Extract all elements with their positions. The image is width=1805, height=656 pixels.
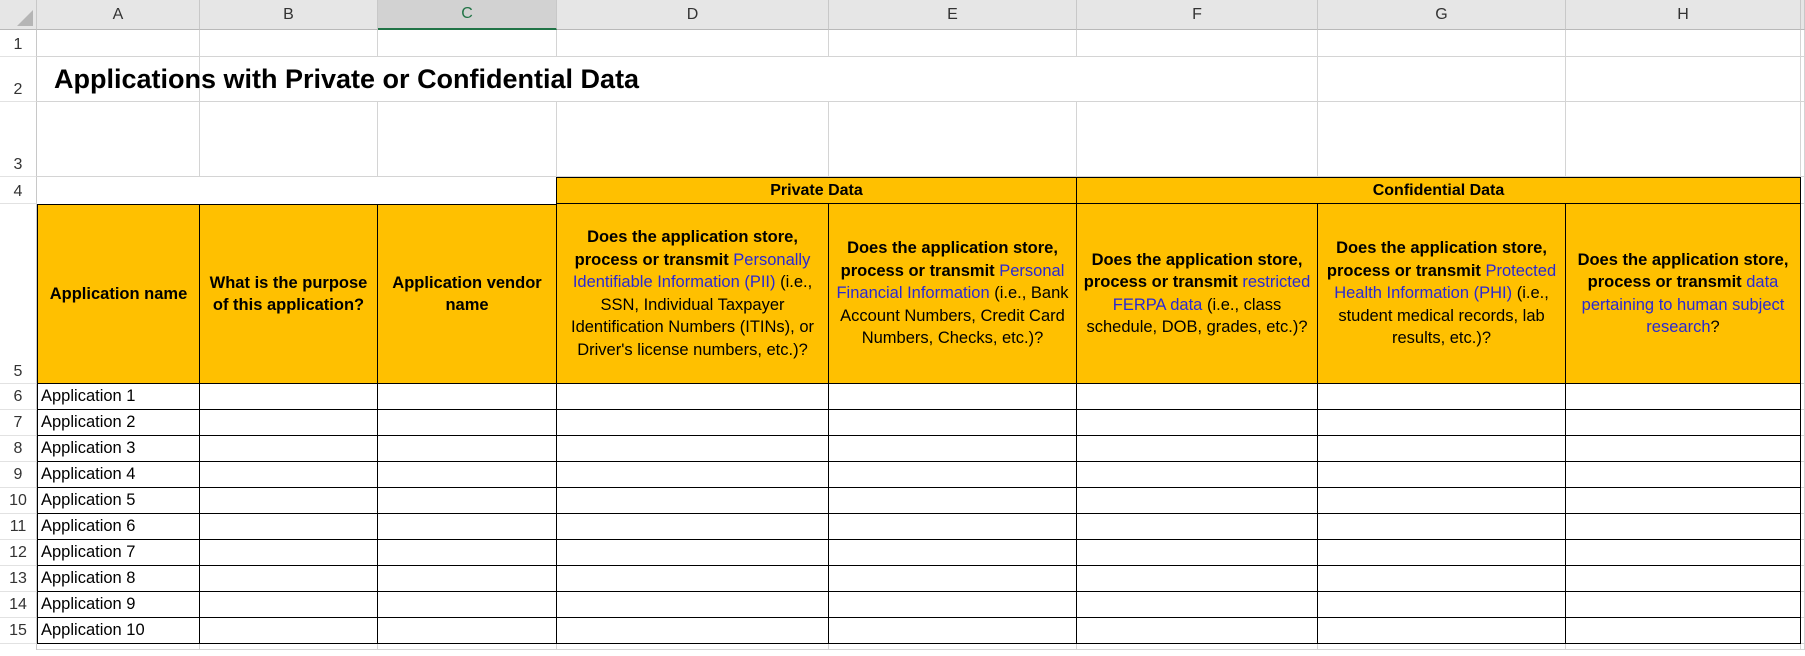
- cell-i8[interactable]: [1801, 436, 1805, 462]
- table-row-cell-app-name[interactable]: Application 6: [37, 514, 200, 540]
- column-header-h[interactable]: H: [1566, 0, 1801, 30]
- table-row-cell[interactable]: [829, 592, 1077, 618]
- table-row-cell[interactable]: [829, 566, 1077, 592]
- table-row-cell-app-name[interactable]: Application 4: [37, 462, 200, 488]
- row-header-3[interactable]: 3: [0, 102, 37, 177]
- table-row-cell[interactable]: [1566, 566, 1801, 592]
- cell-i12[interactable]: [1801, 540, 1805, 566]
- table-row-cell[interactable]: [829, 618, 1077, 644]
- table-row-cell[interactable]: [378, 436, 557, 462]
- header-pii-text: [561, 226, 824, 361]
- cell-a1[interactable]: [37, 30, 200, 57]
- header-ferpa-suffix: (i.e., class schedule, DOB, grades, etc.)?: [1086, 295, 1308, 336]
- header-ferpa-link[interactable]: restricted FERPA data: [1112, 273, 1311, 314]
- header-vendor-name[interactable]: [378, 204, 557, 384]
- table-row-cell[interactable]: [200, 514, 378, 540]
- cell-i15[interactable]: [1801, 618, 1805, 644]
- cell-partial[interactable]: [829, 644, 1077, 650]
- cell-a3[interactable]: [37, 102, 200, 177]
- cell-partial[interactable]: [37, 644, 200, 650]
- row-header-7[interactable]: 7: [0, 410, 37, 436]
- header-application-name-text: Application name: [49, 284, 188, 303]
- table-row-cell[interactable]: [1077, 436, 1318, 462]
- table-row-cell[interactable]: [1077, 488, 1318, 514]
- table-row-cell[interactable]: [1077, 618, 1318, 644]
- column-header-d[interactable]: D: [557, 0, 829, 30]
- header-pii-suffix: (i.e., SSN, Individual Taxpayer Identification Numbers (ITINs), or Driver's license numbers, etc.)?: [571, 273, 814, 359]
- cell-partial[interactable]: [1801, 644, 1805, 650]
- header-vendor-name-text: Application vendor name: [392, 273, 542, 314]
- table-row-cell[interactable]: [1077, 540, 1318, 566]
- column-header-b[interactable]: B: [200, 0, 378, 30]
- header-financial-link[interactable]: Personal Financial Information: [836, 261, 1065, 303]
- header-human-subject-text: [1570, 249, 1796, 339]
- table-row-cell[interactable]: [557, 462, 829, 488]
- table-row-cell[interactable]: [1566, 410, 1801, 436]
- cell-i3[interactable]: [1801, 102, 1805, 177]
- cell-i5[interactable]: [1801, 204, 1805, 384]
- table-row-cell[interactable]: [1077, 410, 1318, 436]
- table-row-cell[interactable]: [200, 488, 378, 514]
- select-all-triangle-icon: [17, 10, 33, 26]
- table-row-cell[interactable]: [829, 410, 1077, 436]
- cell-a4[interactable]: [37, 177, 200, 204]
- row-header-13[interactable]: 13: [0, 566, 37, 592]
- cell-f3[interactable]: [1077, 102, 1318, 177]
- table-row-cell[interactable]: [1566, 514, 1801, 540]
- column-header-f[interactable]: F: [1077, 0, 1318, 30]
- header-human-subject-prefix: Does the application store, process or transmit: [1577, 250, 1789, 291]
- cell-i6[interactable]: [1801, 384, 1805, 410]
- column-header-partial[interactable]: [1801, 0, 1805, 30]
- table-row-cell-app-name[interactable]: Application 1: [37, 384, 200, 410]
- table-row-cell[interactable]: [200, 566, 378, 592]
- cell-h2[interactable]: [1566, 57, 1801, 102]
- group-header-private-data[interactable]: Private Data: [557, 177, 1077, 204]
- table-row-cell[interactable]: [829, 488, 1077, 514]
- header-ferpa-question[interactable]: [1077, 204, 1318, 384]
- select-all-corner[interactable]: [0, 0, 37, 30]
- cell-i10[interactable]: [1801, 488, 1805, 514]
- header-phi-link[interactable]: Protected Health Information (PHI): [1334, 261, 1557, 303]
- header-financial-suffix: (i.e., Bank Account Numbers, Credit Card Numbers, Checks, etc.)?: [840, 284, 1069, 348]
- header-ferpa-text: [1081, 249, 1313, 339]
- row-header-5[interactable]: 5: [0, 204, 37, 384]
- table-row-cell[interactable]: [200, 410, 378, 436]
- cell-i7[interactable]: [1801, 410, 1805, 436]
- cell-h1[interactable]: [1566, 30, 1801, 57]
- row-header-10[interactable]: 10: [0, 488, 37, 514]
- header-pii-prefix: Does the application store, process or transmit: [574, 228, 798, 269]
- cell-e1[interactable]: [829, 30, 1077, 57]
- cell-i14[interactable]: [1801, 592, 1805, 618]
- table-row-cell[interactable]: [378, 488, 557, 514]
- table-row-cell[interactable]: [200, 592, 378, 618]
- table-row-cell[interactable]: [1566, 540, 1801, 566]
- table-row-cell[interactable]: [1318, 488, 1566, 514]
- table-row-cell[interactable]: [378, 384, 557, 410]
- cell-i13[interactable]: [1801, 566, 1805, 592]
- header-human-subject-question[interactable]: [1566, 204, 1801, 384]
- table-row-cell[interactable]: [1318, 540, 1566, 566]
- column-header-g[interactable]: G: [1318, 0, 1566, 30]
- table-row-cell[interactable]: [557, 618, 829, 644]
- cell-partial[interactable]: [1318, 644, 1566, 650]
- table-row-cell[interactable]: [1566, 462, 1801, 488]
- cell-b3[interactable]: [200, 102, 378, 177]
- table-row-cell[interactable]: [1318, 436, 1566, 462]
- cell-i9[interactable]: [1801, 462, 1805, 488]
- table-row-cell[interactable]: [1318, 618, 1566, 644]
- cell-c4[interactable]: [378, 177, 557, 204]
- cell-c3[interactable]: [378, 102, 557, 177]
- cell-c1[interactable]: [378, 30, 557, 57]
- table-row-cell[interactable]: [1318, 592, 1566, 618]
- table-row-cell[interactable]: [829, 462, 1077, 488]
- group-header-confidential-data[interactable]: Confidential Data: [1077, 177, 1801, 204]
- table-row-cell[interactable]: [557, 436, 829, 462]
- header-purpose-text: What is the purpose of this application?: [209, 273, 368, 314]
- cell-g2[interactable]: [1318, 57, 1566, 102]
- cell-i4[interactable]: [1801, 177, 1805, 204]
- header-ferpa-prefix: Does the application store, process or transmit: [1083, 250, 1303, 291]
- table-row-cell[interactable]: [1566, 384, 1801, 410]
- table-row-cell-app-name[interactable]: Application 9: [37, 592, 200, 618]
- table-row-cell[interactable]: [1318, 410, 1566, 436]
- table-row-cell-app-name[interactable]: Application 5: [37, 488, 200, 514]
- cell-partial[interactable]: [557, 644, 829, 650]
- table-row-cell[interactable]: [1566, 488, 1801, 514]
- sheet-title[interactable]: Applications with Private or Confidential Data: [54, 57, 1318, 102]
- table-row-cell[interactable]: [829, 384, 1077, 410]
- table-row-cell-app-name[interactable]: Application 2: [37, 410, 200, 436]
- cell-g1[interactable]: [1318, 30, 1566, 57]
- table-row-cell[interactable]: [1077, 566, 1318, 592]
- header-purpose[interactable]: [200, 204, 378, 384]
- table-row-cell[interactable]: [1077, 462, 1318, 488]
- table-row-cell[interactable]: [200, 384, 378, 410]
- table-row-cell[interactable]: [1077, 384, 1318, 410]
- table-row-cell[interactable]: [200, 436, 378, 462]
- header-phi-suffix: (i.e., student medical records, lab results, etc.)?: [1338, 284, 1549, 348]
- row-header-6[interactable]: 6: [0, 384, 37, 410]
- table-row-cell[interactable]: [378, 566, 557, 592]
- header-phi-text: [1322, 237, 1561, 350]
- table-row-cell[interactable]: [557, 384, 829, 410]
- table-row-cell[interactable]: [829, 540, 1077, 566]
- cell-f1[interactable]: [1077, 30, 1318, 57]
- table-row-cell[interactable]: [378, 592, 557, 618]
- header-human-subject-suffix: ?: [1710, 318, 1720, 336]
- header-financial-question[interactable]: [829, 204, 1077, 384]
- row-header-12[interactable]: 12: [0, 540, 37, 566]
- table-row-cell[interactable]: [1566, 592, 1801, 618]
- row-header-16-partial[interactable]: [0, 644, 37, 650]
- table-row-cell[interactable]: [378, 410, 557, 436]
- table-row-cell[interactable]: [557, 488, 829, 514]
- cell-partial[interactable]: [378, 644, 557, 650]
- cell-i1[interactable]: [1801, 30, 1805, 57]
- table-row-cell[interactable]: [200, 540, 378, 566]
- table-row-cell[interactable]: [829, 514, 1077, 540]
- table-row-cell[interactable]: [557, 410, 829, 436]
- table-row-cell[interactable]: [557, 592, 829, 618]
- cell-d3[interactable]: [557, 102, 829, 177]
- header-phi-prefix: Does the application store, process or transmit: [1326, 239, 1547, 280]
- table-row-cell[interactable]: [1077, 592, 1318, 618]
- table-row-cell[interactable]: [1566, 436, 1801, 462]
- cell-b4[interactable]: [200, 177, 378, 204]
- row-header-14[interactable]: 14: [0, 592, 37, 618]
- cell-partial[interactable]: [1077, 644, 1318, 650]
- table-row-cell[interactable]: [829, 436, 1077, 462]
- table-row-cell[interactable]: [1318, 462, 1566, 488]
- table-row-cell-app-name[interactable]: Application 3: [37, 436, 200, 462]
- table-row-cell[interactable]: [200, 618, 378, 644]
- row-header-15[interactable]: 15: [0, 618, 37, 644]
- header-financial-text: [833, 237, 1072, 350]
- header-human-subject-link[interactable]: data pertaining to human subject research: [1581, 273, 1785, 336]
- row-header-1[interactable]: 1: [0, 30, 37, 57]
- cell-i2[interactable]: [1801, 57, 1805, 102]
- table-row-cell[interactable]: [557, 540, 829, 566]
- header-application-name[interactable]: [37, 204, 200, 384]
- table-row-cell[interactable]: [1566, 618, 1801, 644]
- table-row-cell[interactable]: [378, 540, 557, 566]
- cell-e3[interactable]: [829, 102, 1077, 177]
- row-header-11[interactable]: 11: [0, 514, 37, 540]
- table-row-cell[interactable]: [1318, 566, 1566, 592]
- row-header-9[interactable]: 9: [0, 462, 37, 488]
- table-row-cell-app-name[interactable]: Application 10: [37, 618, 200, 644]
- row-header-2[interactable]: 2: [0, 57, 37, 102]
- column-header-a[interactable]: A: [37, 0, 200, 30]
- table-row-cell-app-name[interactable]: Application 7: [37, 540, 200, 566]
- cell-g3[interactable]: [1318, 102, 1566, 177]
- column-header-c[interactable]: C: [378, 0, 557, 30]
- table-row-cell[interactable]: [557, 514, 829, 540]
- table-row-cell[interactable]: [378, 514, 557, 540]
- table-row-cell[interactable]: [1077, 514, 1318, 540]
- table-row-cell[interactable]: [378, 618, 557, 644]
- table-row-cell[interactable]: [200, 462, 378, 488]
- cell-d1[interactable]: [557, 30, 829, 57]
- row-header-4[interactable]: 4: [0, 177, 37, 204]
- cell-i11[interactable]: [1801, 514, 1805, 540]
- header-pii-link[interactable]: Personally Identifiable Information (PII): [572, 250, 811, 291]
- cell-b1[interactable]: [200, 30, 378, 57]
- table-row-cell-app-name[interactable]: Application 8: [37, 566, 200, 592]
- header-pii-question[interactable]: [557, 204, 829, 384]
- table-row-cell[interactable]: [1318, 384, 1566, 410]
- row-header-8[interactable]: 8: [0, 436, 37, 462]
- table-row-cell[interactable]: [1318, 514, 1566, 540]
- table-row-cell[interactable]: [557, 566, 829, 592]
- table-row-cell[interactable]: [378, 462, 557, 488]
- cell-partial[interactable]: [200, 644, 378, 650]
- header-financial-prefix: Does the application store, process or transmit: [840, 239, 1058, 280]
- column-header-e[interactable]: E: [829, 0, 1077, 30]
- cell-partial[interactable]: [1566, 644, 1801, 650]
- header-phi-question[interactable]: [1318, 204, 1566, 384]
- cell-h3[interactable]: [1566, 102, 1801, 177]
